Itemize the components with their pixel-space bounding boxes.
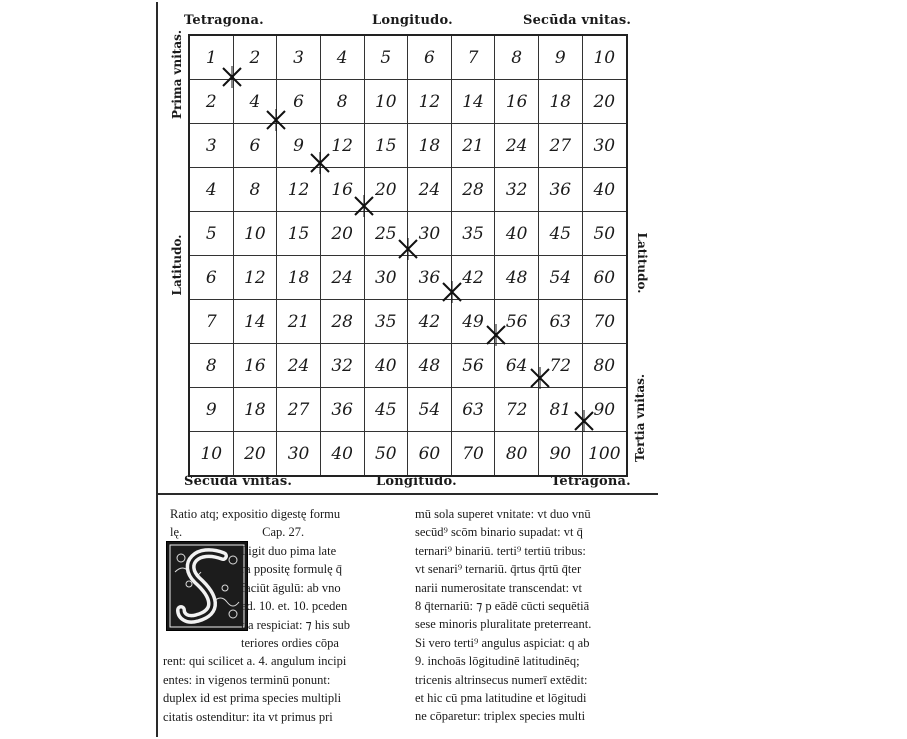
chapter-heading	[170, 505, 340, 542]
horizontal-divider	[158, 493, 658, 495]
table-cell: 18	[408, 124, 452, 168]
table-cell: 63	[451, 388, 495, 432]
table-cell: 27	[539, 124, 583, 168]
table-cell: 45	[539, 212, 583, 256]
label-top-mid: Longitudo.	[372, 13, 453, 28]
table-cell: 3	[277, 35, 321, 80]
table-cell: 18	[539, 80, 583, 124]
table-cell: 56	[451, 344, 495, 388]
table-cell: 100	[582, 432, 627, 477]
table-cell: 36	[539, 168, 583, 212]
table-cell: 24	[495, 124, 539, 168]
table-cell: 56	[495, 300, 539, 344]
table-cell: 9	[277, 124, 321, 168]
table-cell: 12	[320, 124, 364, 168]
diagonal-cross-icon	[221, 66, 243, 88]
table-cell: 70	[582, 300, 627, 344]
table-cell: 14	[451, 80, 495, 124]
left-column-text	[163, 542, 350, 726]
table-cell: 10	[189, 432, 233, 477]
table-cell: 48	[495, 256, 539, 300]
heading-line-2	[170, 523, 340, 541]
text-line: citatis ostenditur: ita vt primus pri	[163, 709, 333, 724]
table-row	[189, 80, 627, 124]
table-cell: 3	[189, 124, 233, 168]
text-line: duplex id est prima species multipli	[163, 691, 342, 706]
table-cell: 6	[408, 35, 452, 80]
table-cell: 4	[233, 80, 277, 124]
chapter-number: Cap. 27.	[262, 525, 305, 540]
table-cell: 18	[233, 388, 277, 432]
table-cell: 40	[364, 344, 408, 388]
table-cell: 28	[320, 300, 364, 344]
table-cell: 30	[364, 256, 408, 300]
table-cell: 40	[495, 212, 539, 256]
table-row	[189, 256, 627, 300]
table-cell: 72	[539, 344, 583, 388]
heading-end: lę.	[170, 525, 183, 540]
table-cell: 30	[277, 432, 321, 477]
table-cell: 5	[364, 35, 408, 80]
table-cell: 60	[408, 432, 452, 477]
label-bottom-left: Secūda vnitas.	[184, 474, 293, 489]
text-line: mū sola superet vnitate: vt duo vnū	[415, 507, 591, 521]
table-cell: 15	[364, 124, 408, 168]
label-right-mid: Latitudo.	[635, 232, 649, 294]
text-line: sese minoris pluralitate preterreant.	[415, 617, 592, 632]
table-row	[189, 300, 627, 344]
table-cell: 20	[582, 80, 627, 124]
table-cell: 6	[189, 256, 233, 300]
text-line: tricenis altrinsecus numerī extēdit:	[415, 672, 588, 687]
table-cell: 18	[277, 256, 321, 300]
text-line: ra ppositę formulę q̄	[241, 562, 343, 577]
label-bottom-right: Tetragona.	[551, 474, 631, 489]
table-cell: 9	[539, 35, 583, 80]
table-cell: 8	[233, 168, 277, 212]
table-cell: 64	[495, 344, 539, 388]
table-cell: 40	[582, 168, 627, 212]
label-left-mid: Latitudo.	[170, 234, 184, 296]
table-cell: 35	[364, 300, 408, 344]
table-cell: 6	[233, 124, 277, 168]
diagonal-cross-icon	[529, 367, 551, 389]
left-margin-rule	[156, 2, 158, 737]
table-cell: 60	[582, 256, 627, 300]
text-line: ternari⁹ binariū. terti⁹ tertiū tribus:	[415, 543, 586, 558]
table-cell: 2	[233, 35, 277, 80]
table-cell: 16	[233, 344, 277, 388]
text-line: tia respiciat: ⁊ his sub	[241, 617, 350, 632]
table-cell: 20	[233, 432, 277, 477]
table-cell: 1	[189, 35, 233, 80]
table-cell: 80	[495, 432, 539, 477]
table-row	[189, 168, 627, 212]
table-cell: 24	[408, 168, 452, 212]
text-line: narii numerositate transcendat: vt	[415, 580, 582, 595]
diagonal-cross-icon	[573, 410, 595, 432]
table-cell: 48	[408, 344, 452, 388]
table-cell: 81	[539, 388, 583, 432]
table-cell: 12	[233, 256, 277, 300]
text-line: secūd⁹ scōm binario supadat: vt q̄	[415, 525, 583, 540]
table-cell: 54	[408, 388, 452, 432]
table-cell: 16	[495, 80, 539, 124]
table-cell: 6	[277, 80, 321, 124]
table-cell: 4	[320, 35, 364, 80]
text-line: entes: in vigenos terminū ponunt:	[163, 672, 331, 687]
table-cell: 8	[189, 344, 233, 388]
table-cell: 2	[189, 80, 233, 124]
table-cell: 32	[320, 344, 364, 388]
table-cell: 7	[189, 300, 233, 344]
label-bottom-mid: Longitudo.	[376, 474, 457, 489]
table-row	[189, 35, 627, 80]
table-cell: 12	[277, 168, 321, 212]
table-cell: 21	[451, 124, 495, 168]
table-cell: 54	[539, 256, 583, 300]
table-cell: 35	[451, 212, 495, 256]
text-line: 9. inchoās lōgitudinē latitudinēq;	[415, 654, 580, 669]
right-column-text	[415, 505, 591, 726]
table-row	[189, 432, 627, 477]
table-cell: 32	[495, 168, 539, 212]
diagonal-cross-icon	[265, 109, 287, 131]
table-row	[189, 344, 627, 388]
table-cell: 90	[539, 432, 583, 477]
label-right-bottom: Tertia vnitas.	[633, 373, 647, 463]
heading-line: Ratio atq; expositio digestę formu	[170, 507, 341, 521]
diagonal-cross-icon	[441, 281, 463, 303]
table-cell: 4	[189, 168, 233, 212]
table-cell: 36	[320, 388, 364, 432]
table-cell: 27	[277, 388, 321, 432]
label-top-left: Tetragona.	[184, 13, 264, 28]
table-cell: 72	[495, 388, 539, 432]
table-cell: 42	[408, 300, 452, 344]
table-row	[189, 388, 627, 432]
table-cell: 28	[451, 168, 495, 212]
table-cell: 70	[451, 432, 495, 477]
table-cell: 10	[233, 212, 277, 256]
table-cell: 25	[364, 212, 408, 256]
table-cell: 20	[320, 212, 364, 256]
table-cell: 21	[277, 300, 321, 344]
table-cell: 30	[582, 124, 627, 168]
table-cell: 15	[277, 212, 321, 256]
text-line: 8 q̄ternariū: ⁊ p eādē cūcti sequētiā	[415, 599, 590, 614]
table-cell: 20	[364, 168, 408, 212]
table-cell: 24	[277, 344, 321, 388]
table-cell: 42	[451, 256, 495, 300]
table-cell: 8	[320, 80, 364, 124]
table-cell: 80	[582, 344, 627, 388]
text-line: I igit duo pima late	[241, 544, 337, 558]
table-cell: 14	[233, 300, 277, 344]
text-line: rent: qui scilicet a. 4. angulum incipi	[163, 654, 347, 669]
text-line: Si vero terti⁹ angulus aspiciat: q ab	[415, 635, 590, 650]
table-cell: 5	[189, 212, 233, 256]
label-top-right: Secūda vnitas.	[523, 13, 632, 28]
table-cell: 24	[320, 256, 364, 300]
text-line: vt senari⁹ ternariū. q̄rtus q̄rtū q̄ter	[415, 562, 582, 577]
diagonal-cross-icon	[309, 152, 331, 174]
table-cell: 10	[582, 35, 627, 80]
table-cell: 50	[364, 432, 408, 477]
table-cell: 40	[320, 432, 364, 477]
diagonal-cross-icon	[353, 195, 375, 217]
table-cell: 30	[408, 212, 452, 256]
diagonal-cross-icon	[397, 238, 419, 260]
table-cell: 90	[582, 388, 627, 432]
table-cell: 7	[451, 35, 495, 80]
table-cell: 63	[539, 300, 583, 344]
text-line: ad. 10. et. 10. pceden	[241, 599, 348, 614]
label-left-top: Prima vnitas.	[170, 29, 184, 119]
table-cell: 9	[189, 388, 233, 432]
table-cell: 50	[582, 212, 627, 256]
table-cell: 45	[364, 388, 408, 432]
table-cell: 36	[408, 256, 452, 300]
text-line: et hic cū pma latitudine et lōgitudi	[415, 691, 587, 706]
table-cell: 12	[408, 80, 452, 124]
table-cell: 49	[451, 300, 495, 344]
table-row	[189, 124, 627, 168]
diagonal-cross-icon	[485, 324, 507, 346]
table-cell: 16	[320, 168, 364, 212]
table-cell: 8	[495, 35, 539, 80]
table-cell: 10	[364, 80, 408, 124]
text-line: ne cōparetur: triplex species multi	[415, 709, 586, 724]
text-line: teriores ordies cōpa	[241, 636, 339, 651]
text-line: faciūt āgulū: ab vno	[241, 580, 341, 595]
